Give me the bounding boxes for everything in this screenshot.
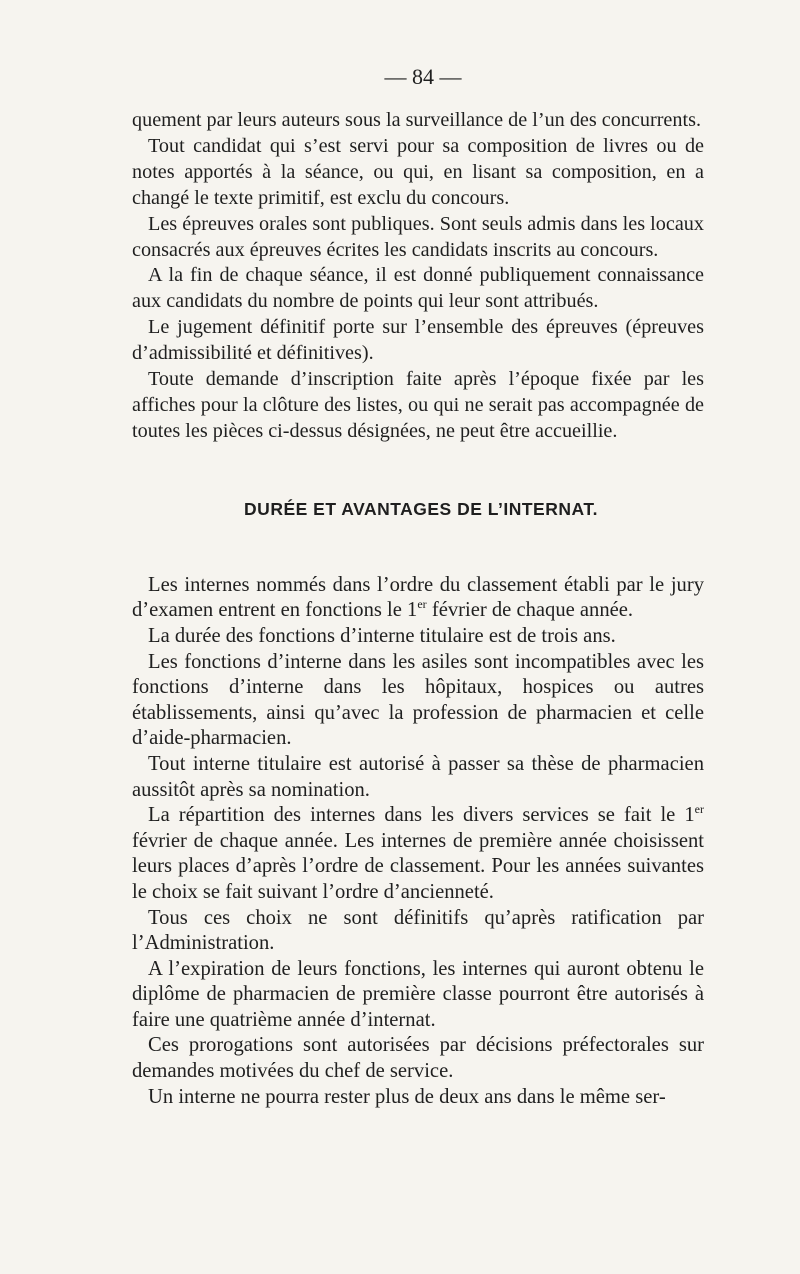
section-spacer (132, 445, 704, 497)
title-spacer (132, 521, 704, 573)
paragraph-late-registration: Toute demande d’inscription faite après l’époque fixée par les affiches pour la clôture des listes, ou qui ne serait pas accompagnée de toutes les pièces ci-dessus désignées, ne peut être accueillie. (132, 368, 704, 442)
paragraph-incompatibility: Les fonctions d’interne dans les asiles sont incompatibles avec les fonctions d’interne dans les hôpitaux, hospices ou autres établissements, ainsi qu’avec la profession de pharmacien et celle d’aide-pharmacien. (132, 650, 704, 750)
paragraph-service-limit: Un interne ne pourra rester plus de deux ans dans le même ser- (148, 1085, 666, 1108)
paragraph-continuation: quement par leurs auteurs sous la surveillance de l’un des concurrents. (132, 109, 701, 131)
paragraph-service-allocation (132, 803, 704, 905)
paragraph-thesis: Tout interne titulaire est autorisé à passer sa thèse de pharmacien aussitôt après sa nomination. (132, 752, 704, 801)
section-concours-rules (132, 108, 704, 445)
paragraph-exclusion-rule: Tout candidat qui s’est servi pour sa composition de livres ou de notes apportés à la séance, ou qui, en lisant sa composition, en a changé le texte primitif, est exclu du concours. (132, 134, 704, 209)
ordinal-superscript: er (417, 597, 427, 612)
ordinal-superscript: er (694, 802, 704, 817)
section-internat (132, 573, 704, 1110)
section-title: DURÉE ET AVANTAGES DE L’INTERNAT. (244, 498, 598, 519)
paragraph-points-announcement: A la fin de chaque séance, il est donné publiquement connaissance aux candidats du nombre de points qui leur sont attribués. (132, 264, 704, 313)
paragraph-appointment-text: Les internes nommés dans l’ordre du classement établi par le jury d’examen entrent en fonctions le 1 (132, 573, 704, 622)
paragraph-ratification: Tous ces choix ne sont définitifs qu’après ratification par l’Administration. (132, 906, 704, 955)
paragraph-service-allocation-text: La répartition des internes dans les divers services se fait le 1 (148, 804, 695, 827)
paragraph-appointment (132, 573, 704, 624)
paragraph-final-judgement: Le jugement définitif porte sur l’ensemble des épreuves (épreuves d’admissibilité et définitives). (132, 316, 704, 365)
paragraph-service-allocation-text-end: février de chaque année. Les internes de première année choisissent leurs places d’après l’ordre de classement. Pour les années suivantes le choix se fait suivant l’ordre d’ancienneté. (132, 829, 704, 903)
paragraph-oral-exams: Les épreuves orales sont publiques. Sont seuls admis dans les locaux consacrés aux épreuves écrites les candidats inscrits au concours. (132, 212, 704, 261)
paragraph-duration: La durée des fonctions d’interne titulaire est de trois ans. (148, 624, 616, 647)
paragraph-prorogations: Ces prorogations sont autorisées par décisions préfectorales sur demandes motivées du chef de service. (132, 1034, 704, 1083)
page-number: — 84 — (384, 64, 462, 89)
paragraph-fourth-year: A l’expiration de leurs fonctions, les internes qui auront obtenu le diplôme de pharmacien de première classe pourront être autorisés à faire une quatrième année d’internat. (132, 957, 704, 1031)
paragraph-appointment-text-end: février de chaque année. (426, 599, 634, 622)
